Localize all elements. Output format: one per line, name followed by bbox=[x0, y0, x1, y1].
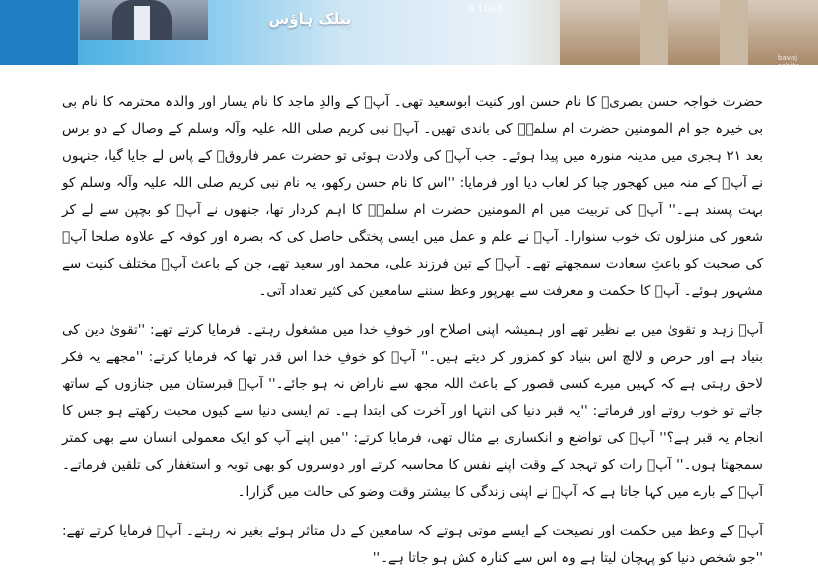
header-banner bbox=[0, 0, 818, 70]
banner-title: پبلک ہاؤس bbox=[268, 10, 352, 28]
article-paragraph: آپؒ کے وعظ میں حکمت اور نصیحت کے ایسے موتی ہوتے کہ سامعین کے دل متاثر ہوئے بغیر نہ رہتے۔ آپؒ فرمایا کرتے تھے: ''جو شخص دنیا کو پہچان لیتا ہے وہ اس سے کنارہ کش ہو جاتا ہے۔'' bbox=[62, 523, 763, 566]
banner-number: 8 1005 bbox=[468, 4, 503, 15]
portrait-collar bbox=[134, 6, 150, 40]
article-body bbox=[62, 89, 763, 584]
banner-watermark: bavaj sabita bbox=[778, 54, 800, 70]
banner-left-strip bbox=[0, 0, 78, 65]
article-paragraph: آپؒ زہد و تقویٰ میں بے نظیر تھے اور ہمیشہ اپنی اصلاح اور خوفِ خدا میں مشغول رہتے۔ فرمایا کرتے تھے: ''تقویٰ دین کی بنیاد ہے اور حرص و لالچ اس بنیاد کو کمزور کر دیتے ہیں۔'' آپؒ کو خوفِ خدا اس قدر تھا کہ فرمایا کرتے: ''مجھے یہ فکر لاحق رہتی ہے کہ کہیں میرے کسی قصور کے باعث اللہ مجھ سے ناراض نہ ہو جائے۔'' آپؒ قبرستان میں جنازوں کے ساتھ جاتے تو خوب روتے اور فرماتے: ''یہ قبر دنیا کی انتہا اور آخرت کی ابتدا ہے۔ تم ایسی دنیا سے کیوں محبت رکھتے ہو جس کا انجام یہ قبر ہے؟'' آپؒ کی تواضع و انکساری بے مثال تھی، فرمایا کرتے: ''میں اپنے آپ کو ایک معمولی انسان سے بھی کمتر سمجھتا ہوں۔'' آپؒ رات کو تہجد کے وقت اپنے نفس کا محاسبہ کرتے اور دوسروں کو بھی توبہ و استغفار کی تلقین فرماتے۔ آپؒ کے بارے میں کہا جاتا ہے کہ آپؒ نے اپنی زندگی کا بیشتر وقت وضو کی حالت میں گزارا۔ bbox=[62, 322, 763, 500]
banner-pillar bbox=[720, 0, 748, 65]
article-paragraph: حضرت خواجہ حسن بصریؒ کا نام حسن اور کنیت ابوسعید تھی۔ آپؒ کے والدِ ماجد کا نام یسار اور والدہ محترمہ کا نام بی بی خیرہ جو ام المومنین حضرت ام سلمہؓ کی باندی تھیں۔ آپؒ نبی کریم صلی اللہ علیہ وآلہ وسلم کے وصال کے دو برس بعد ۲۱ ہجری میں مدینہ منورہ میں پیدا ہوئے۔ جب آپؒ کی ولادت ہوئی تو حضرت عمر فاروقؓ کے پاس لے جایا گیا، جنہوں نے آپؒ کے منہ میں کھجور چبا کر لعاب دیا اور فرمایا: ''اس کا نام حسن رکھو، یہ نام نبی کریم صلی اللہ علیہ وآلہ وسلم کو بہت پسند ہے۔'' آپؒ کی تربیت میں ام المومنین حضرت ام سلمہؓ کا اہم کردار تھا، جنھوں نے آپؒ کو بچپن سے لے کر شعور کی منزلوں تک خوب سنوارا۔ آپؒ نے علم و عمل میں ایسی پختگی حاصل کی کہ بصرہ اور کوفہ کے علاوہ صلحا آپؒ کی صحبت کو باعثِ سعادت سمجھتے تھے۔ آپؒ کے تین فرزند علی، محمد اور سعید تھے، جن کے باعث آپؒ مختلف کنیت سے مشہور ہوئے۔ آپؒ کا حکمت و معرفت سے بھرپور وعظ سننے سامعین کی کثیر تعداد آتی۔ bbox=[62, 94, 763, 299]
banner-pillar bbox=[640, 0, 668, 65]
